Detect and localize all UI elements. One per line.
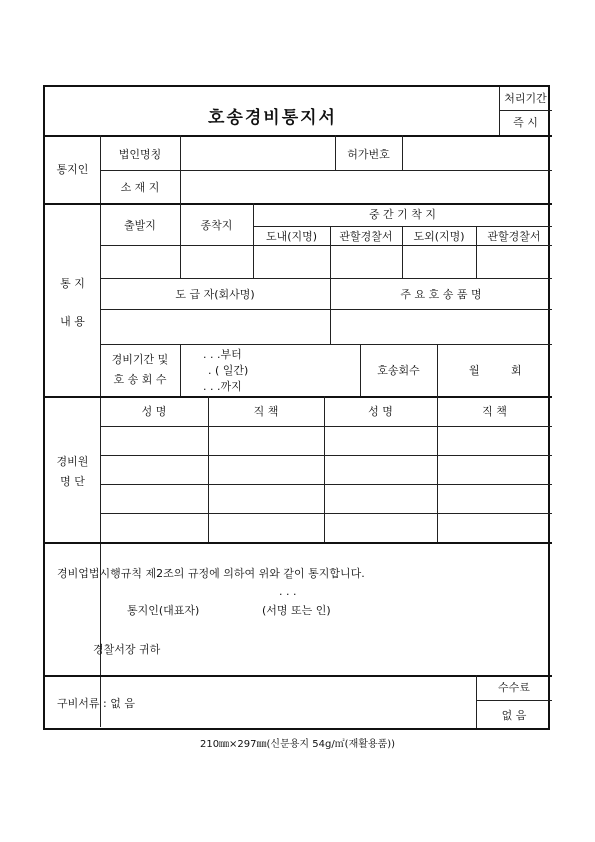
fee-value: 없 음 bbox=[501, 709, 527, 722]
cell-divider bbox=[180, 203, 181, 278]
section-divider bbox=[45, 542, 552, 544]
processing-value: 즉 시 bbox=[513, 116, 538, 129]
form-title: 호송경비통지서 bbox=[208, 108, 337, 128]
addressee-label: 경찰서장 귀하 bbox=[93, 643, 161, 656]
row-divider bbox=[100, 455, 552, 456]
guard-name-header: 성 명 bbox=[368, 405, 393, 418]
representative-label: 통지인(대표자) bbox=[127, 604, 200, 617]
period-label: 경비기간 및 bbox=[111, 353, 169, 366]
row-divider bbox=[100, 513, 552, 514]
section-divider bbox=[45, 203, 552, 205]
cell-divider bbox=[180, 344, 181, 396]
row-divider bbox=[100, 309, 552, 310]
row-divider bbox=[476, 700, 552, 701]
period-from: . . .부터 bbox=[203, 348, 242, 361]
address-label: 소 재 지 bbox=[120, 181, 160, 194]
row-divider bbox=[100, 484, 552, 485]
period-days: . ( 일간) bbox=[208, 364, 249, 377]
notification-form bbox=[43, 85, 550, 730]
month-label: 월 bbox=[469, 364, 480, 377]
guard-name-header: 성 명 bbox=[141, 405, 167, 418]
paper-spec: 210㎜×297㎜(신문용지 54g/㎡(재활용품)) bbox=[199, 739, 396, 750]
main-goods-label: 주 요 호 송 품 명 bbox=[400, 288, 482, 301]
content-section-label-1: 통 지 bbox=[60, 277, 85, 290]
permit-number-label: 허가번호 bbox=[347, 148, 390, 161]
supplier-label: 도 급 자(회사명) bbox=[175, 288, 255, 301]
waypoint-label: 중 간 기 착 지 bbox=[368, 208, 437, 221]
documents-label: 구비서류 : 없 음 bbox=[57, 697, 135, 710]
escort-times-label: 호 송 회 수 bbox=[113, 373, 167, 386]
fee-label: 수수료 bbox=[498, 681, 530, 694]
cell-divider bbox=[437, 344, 438, 396]
row-divider bbox=[100, 426, 552, 427]
row-divider bbox=[100, 344, 552, 345]
notifier-section-label: 통지인 bbox=[56, 163, 89, 176]
statement-date: . . . bbox=[279, 585, 297, 598]
departure-label: 출발지 bbox=[124, 219, 156, 232]
escort-count-label: 호송회수 bbox=[377, 364, 420, 377]
in-province-label: 도내(지명) bbox=[265, 230, 318, 243]
police-station-label: 관할경찰서 bbox=[339, 230, 393, 243]
row-divider bbox=[100, 170, 552, 171]
row-divider bbox=[100, 278, 552, 279]
guards-section-label-1: 경비원 bbox=[56, 455, 89, 468]
corp-name-label: 법인명칭 bbox=[118, 148, 162, 161]
guard-position-header: 직 책 bbox=[253, 405, 279, 418]
police-station-label: 관할경찰서 bbox=[487, 230, 541, 243]
guard-position-header: 직 책 bbox=[482, 405, 507, 418]
statement-text: 경비업법시행규칙 제2조의 규정에 의하여 위와 같이 통지합니다. bbox=[57, 567, 365, 580]
period-until: . . .까지 bbox=[203, 380, 242, 393]
cell-divider bbox=[402, 135, 403, 170]
section-divider bbox=[45, 396, 552, 398]
row-divider bbox=[100, 245, 552, 246]
cell-divider bbox=[180, 135, 181, 203]
signature-label: (서명 또는 인) bbox=[262, 604, 331, 617]
processing-label: 처리기간 bbox=[504, 92, 547, 105]
guards-section-label-2: 명 단 bbox=[60, 475, 85, 488]
arrival-label: 종착지 bbox=[200, 219, 233, 232]
content-section-label-2: 내 용 bbox=[60, 315, 85, 328]
out-province-label: 도외(지명) bbox=[413, 230, 465, 243]
processing-divider bbox=[499, 110, 552, 111]
section-divider bbox=[45, 135, 552, 137]
times-label: 회 bbox=[511, 364, 522, 377]
